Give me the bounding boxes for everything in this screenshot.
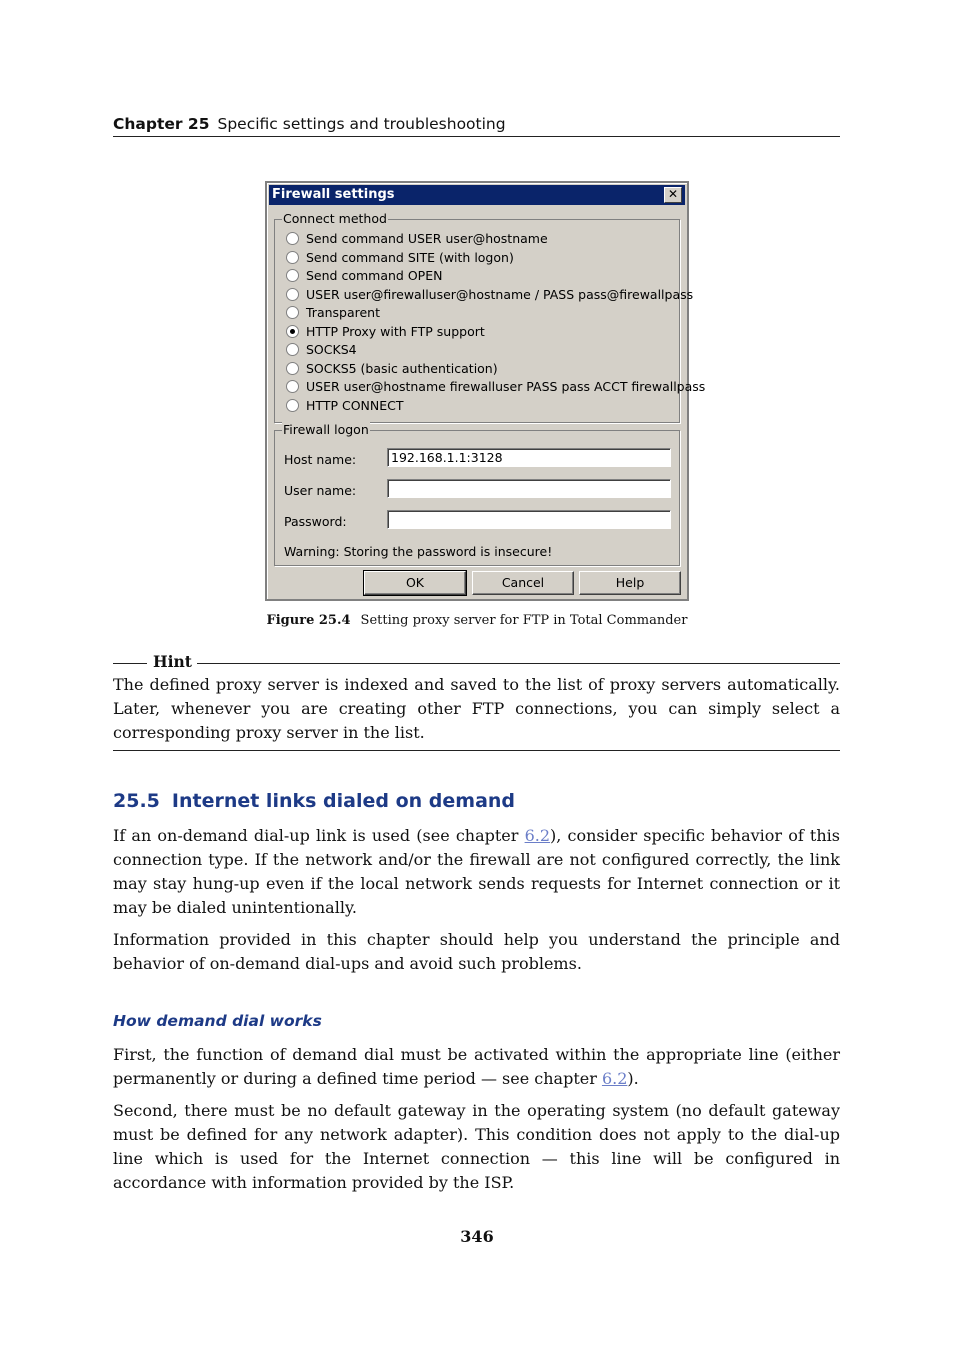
- radio-option[interactable]: Send command SITE (with logon): [286, 249, 514, 266]
- radio-option[interactable]: SOCKS5 (basic authentication): [286, 360, 498, 377]
- radio-option[interactable]: HTTP CONNECT: [286, 397, 404, 414]
- running-header: [113, 115, 840, 137]
- section-paragraph-2: Information provided in this chapter should help you understand the principle and behavior of on-demand dial-ups and avoid such problems.: [113, 930, 840, 973]
- figure-label: Figure 25.4: [266, 613, 351, 628]
- radio-button[interactable]: [286, 362, 299, 375]
- chapter-link[interactable]: 6.2: [524, 826, 551, 845]
- radio-button[interactable]: [286, 251, 299, 264]
- chapter-label: Chapter 25: [113, 115, 210, 133]
- radio-option[interactable]: Send command OPEN: [286, 267, 442, 284]
- hint-box: [113, 652, 840, 751]
- user-name-label: User name:: [284, 483, 357, 498]
- user-name-input[interactable]: [387, 479, 671, 498]
- radio-button[interactable]: [286, 269, 299, 282]
- host-name-input[interactable]: [387, 448, 671, 467]
- section-heading: [113, 790, 515, 812]
- help-button[interactable]: Help: [579, 571, 681, 595]
- radio-button[interactable]: [286, 232, 299, 245]
- radio-button[interactable]: [286, 288, 299, 301]
- figure-caption: [0, 613, 954, 628]
- section-title: Internet links dialed on demand: [171, 790, 516, 812]
- page-number: 346: [460, 1227, 494, 1246]
- hint-body: The defined proxy server is indexed and saved to the list of proxy servers automatically. Later, whenever you are creating other FTP connections, you can simply select a corresponding proxy server in the list.: [113, 673, 840, 751]
- radio-button[interactable]: [286, 380, 299, 393]
- radio-option[interactable]: Transparent: [286, 304, 380, 321]
- subsection-heading: How demand dial works: [113, 1012, 322, 1030]
- subsection-paragraph-2: Second, there must be no default gateway in the operating system (no default gateway must be defined for any network adapter). This condition does not apply to the dial-up line which is used for the Internet connection — this line will be configured in accordance with information provided by the ISP.: [113, 1101, 840, 1192]
- radio-option[interactable]: SOCKS4: [286, 341, 357, 358]
- connect-method-group: [274, 211, 706, 423]
- radio-option[interactable]: USER user@firewalluser@hostname / PASS pass@firewallpass: [286, 286, 693, 303]
- chapter-title: Specific settings and troubleshooting: [217, 115, 506, 133]
- firewall-logon-group: [274, 422, 680, 566]
- radio-option[interactable]: Send command USER user@hostname: [286, 230, 548, 247]
- radio-button[interactable]: [286, 306, 299, 319]
- firewall-settings-dialog: [265, 181, 706, 601]
- radio-option[interactable]: USER user@hostname firewalluser PASS pass ACCT firewallpass: [286, 378, 705, 395]
- host-name-label: Host name:: [284, 452, 357, 467]
- firewall-logon-legend: Firewall logon: [283, 422, 369, 437]
- close-icon[interactable]: ✕: [664, 187, 682, 203]
- radio-option[interactable]: HTTP Proxy with FTP support: [286, 323, 485, 340]
- password-input[interactable]: [387, 510, 671, 529]
- section-number: 25.5: [113, 790, 160, 812]
- radio-button[interactable]: [286, 343, 299, 356]
- hint-heading: [113, 652, 840, 672]
- cancel-button[interactable]: Cancel: [472, 571, 574, 595]
- section-paragraph-1: If an on-demand dial-up link is used (see chapter 6.2), consider specific behavior of this connection type. If the network and/or the firewall are not configured correctly, the link may stay hung-up even if the local network sends requests for Internet connection or it may be dialed unintentionally.: [113, 826, 840, 917]
- subsection-paragraph-1: First, the function of demand dial must be activated within the appropriate line (either permanently or during a defined time period — see chapter 6.2).: [113, 1045, 840, 1088]
- hint-title: Hint: [153, 652, 192, 671]
- dialog-titlebar: [269, 185, 685, 205]
- radio-button[interactable]: [286, 325, 299, 338]
- dialog-title: Firewall settings: [272, 187, 395, 202]
- password-label: Password:: [284, 514, 347, 529]
- ok-button[interactable]: OK: [364, 571, 466, 595]
- connect-method-legend: Connect method: [283, 211, 387, 226]
- chapter-link[interactable]: 6.2: [601, 1069, 628, 1088]
- radio-button[interactable]: [286, 399, 299, 412]
- figure-text: Setting proxy server for FTP in Total Commander: [360, 613, 688, 628]
- password-warning: Warning: Storing the password is insecure!: [284, 544, 553, 559]
